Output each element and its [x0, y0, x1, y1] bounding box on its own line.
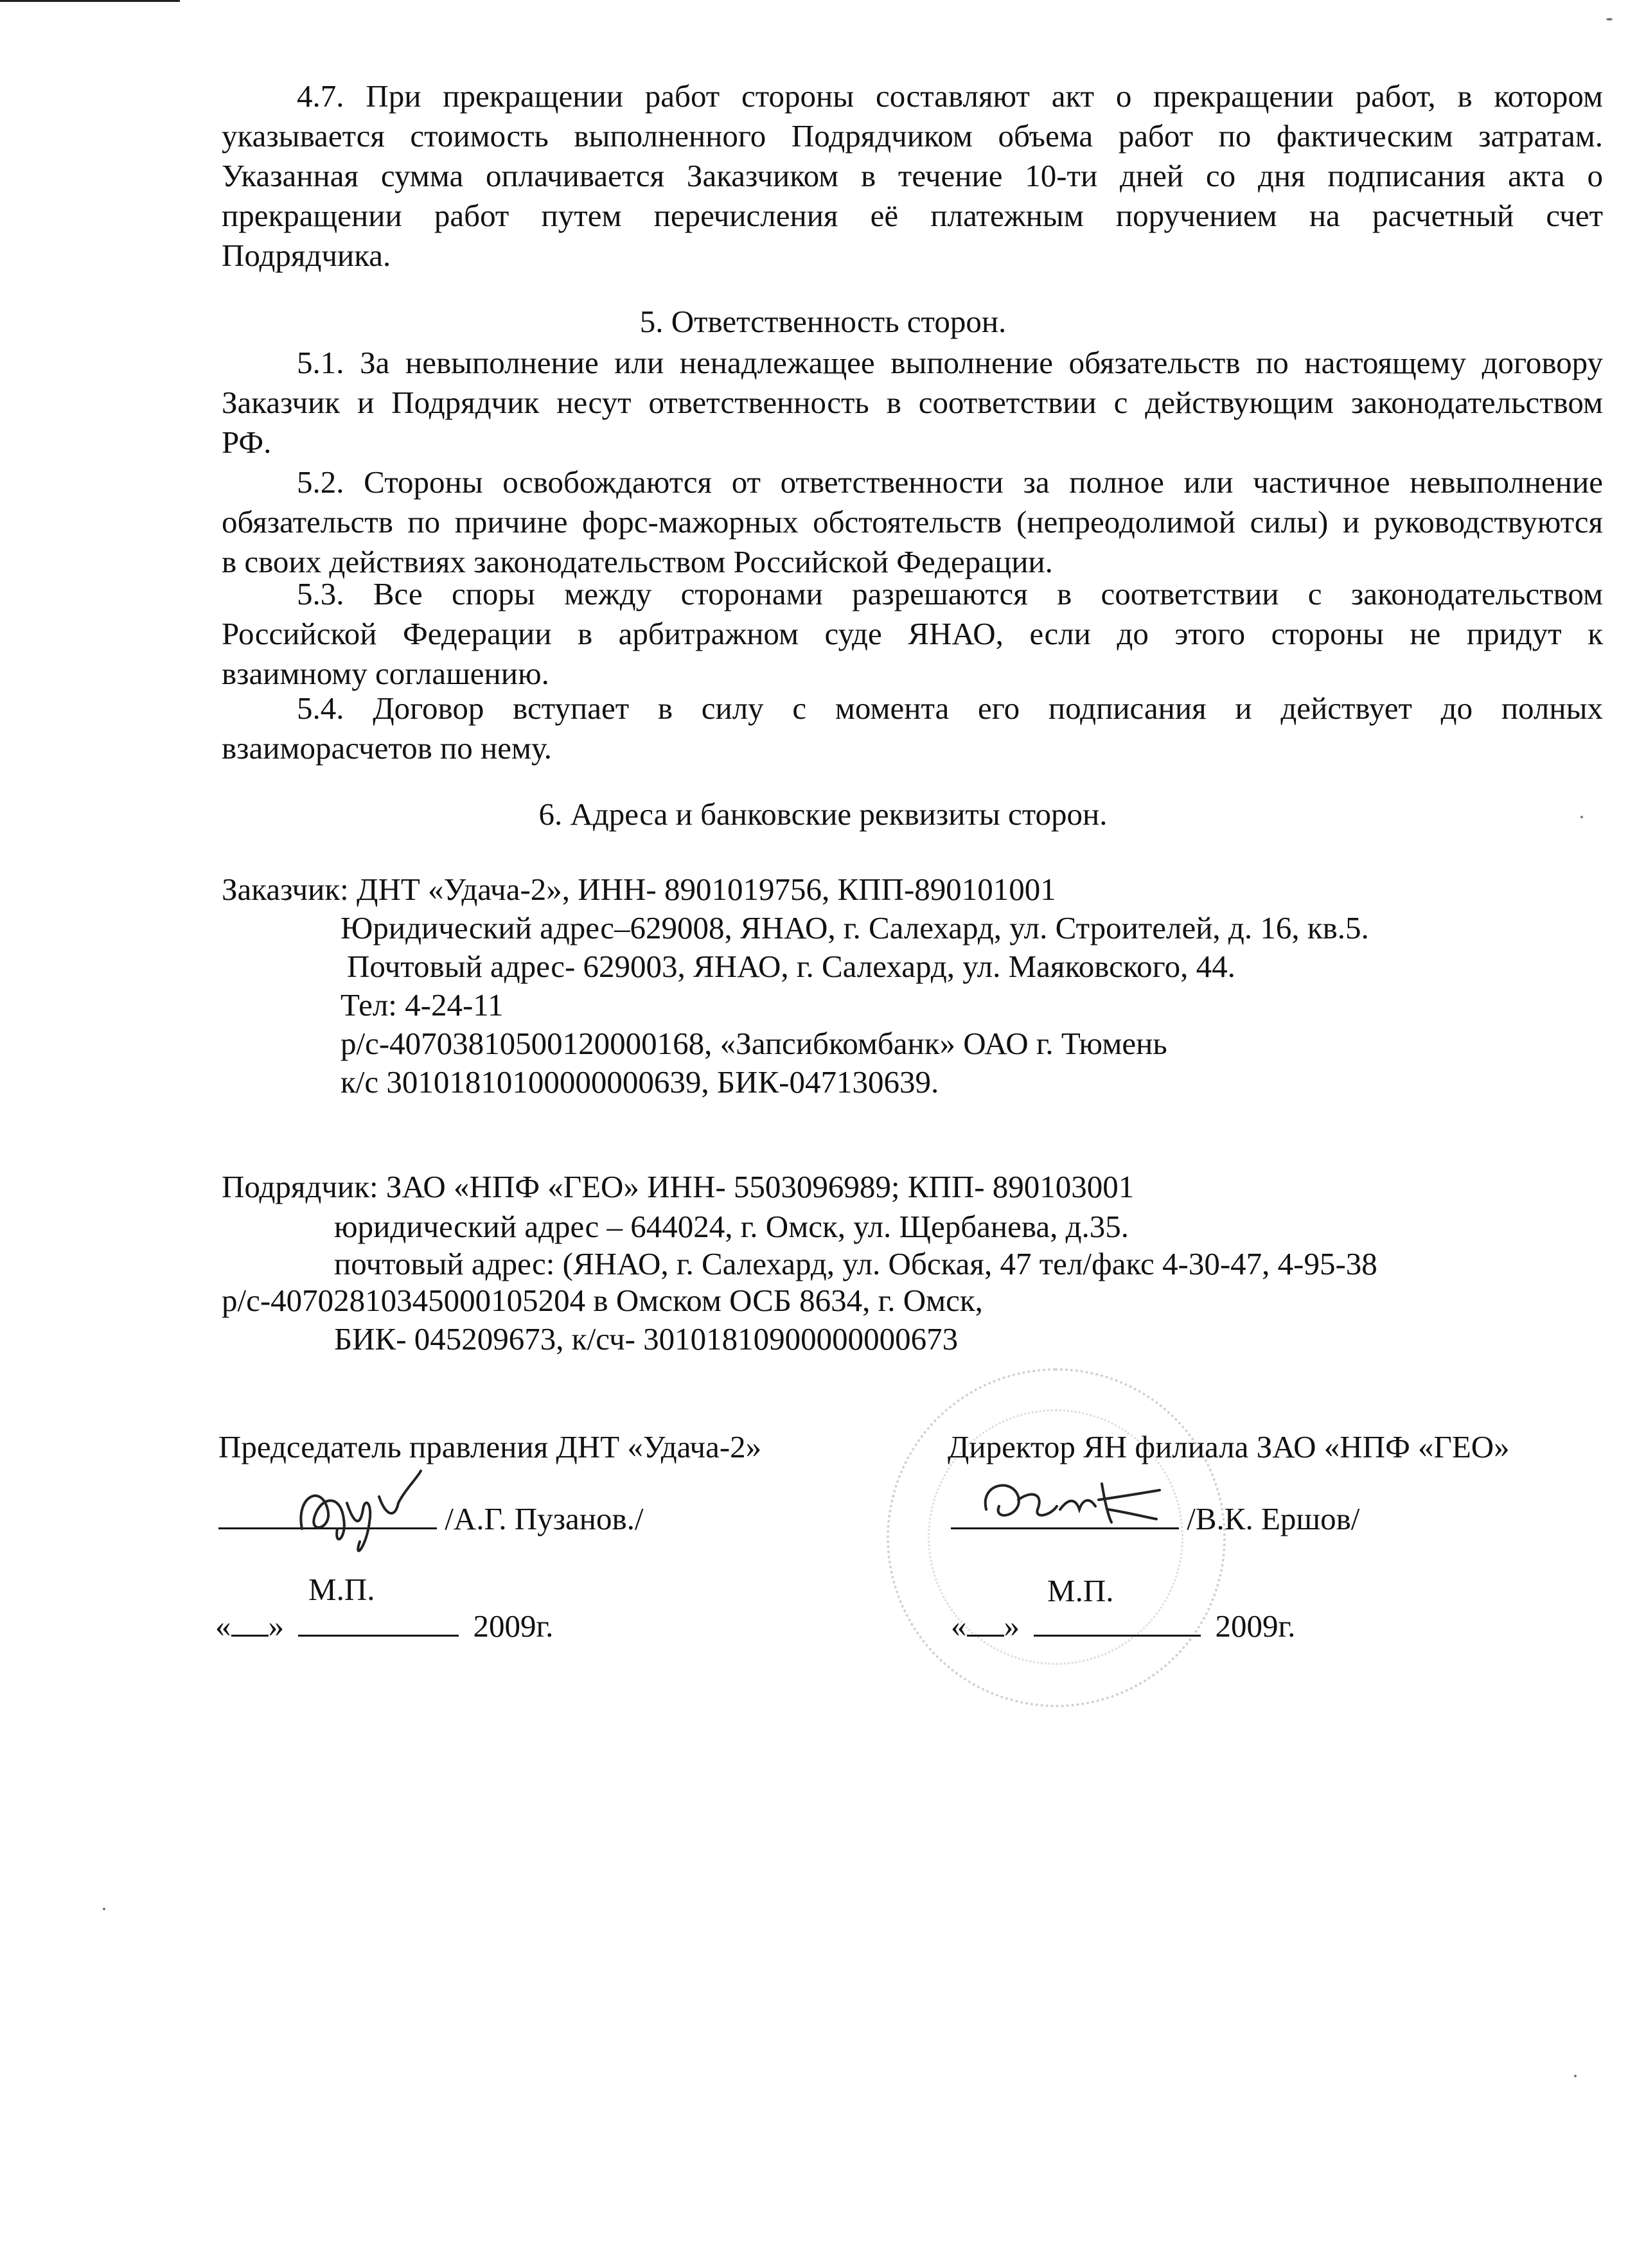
- customer-account: р/с-40703810500120000168, «Запсибкомбанк» ОАО г. Тюмень: [341, 1026, 1167, 1061]
- clause-5-1-line: РФ.: [222, 425, 272, 460]
- customer-corr-account: к/с 30101810100000000639, БИК-047130639.: [341, 1064, 939, 1100]
- left-seal-label: М.П.: [308, 1572, 375, 1607]
- contractor-account: р/с-40702810345000105204 в Омском ОСБ 8634, г. Омск,: [222, 1283, 983, 1318]
- clause-4-7-line: прекращении работ путем перечисления её платежным поручением на расчетный счет: [222, 198, 1603, 233]
- clause-5-3-line: Российской Федерации в арбитражном суде ЯНАО, если до этого стороны не придут к: [222, 616, 1603, 651]
- clause-5-4-line: взаиморасчетов по нему.: [222, 730, 552, 766]
- left-signatory-title: Председатель правления ДНТ «Удача-2»: [218, 1429, 762, 1464]
- customer-legal-address: Юридический адрес–629008, ЯНАО, г. Салехард, ул. Строителей, д. 16, кв.5.: [341, 910, 1369, 945]
- right-signatory-title: Директор ЯН филиала ЗАО «НПФ «ГЕО»: [948, 1429, 1510, 1464]
- right-date-year: 2009г.: [1215, 1608, 1296, 1644]
- right-handwritten-signature: [973, 1471, 1166, 1542]
- scan-speck: [1606, 18, 1613, 21]
- left-date-month-blank: [298, 1609, 459, 1637]
- right-date-month-blank: [1034, 1609, 1201, 1637]
- right-date-day-blank: [967, 1609, 1004, 1637]
- left-handwritten-signature: [283, 1458, 437, 1567]
- left-date-close-quote: »: [268, 1608, 284, 1644]
- customer-phone: Тел: 4-24-11: [341, 987, 504, 1023]
- scan-speck: [103, 1908, 105, 1910]
- left-date-open-quote: «: [215, 1608, 231, 1644]
- right-date-open-quote: «: [951, 1608, 967, 1644]
- right-signatory-name: /В.К. Ершов/: [1187, 1501, 1360, 1536]
- clause-4-7-line: Указанная сумма оплачивается Заказчиком в течение 10-ти дней со дня подписания акта о: [222, 158, 1603, 193]
- clause-5-2-line: обязательств по причине форс-мажорных обстоятельств (непреодолимой силы) и руководствуются: [222, 504, 1603, 540]
- customer-postal-address: Почтовый адрес- 629003, ЯНАО, г. Салехард, ул. Маяковского, 44.: [347, 949, 1235, 984]
- clause-4-7-line: указывается стоимость выполненного Подрядчиком объема работ по фактическим затратам.: [222, 118, 1603, 154]
- clause-5-4-line: 5.4. Договор вступает в силу с момента его подписания и действует до полных: [297, 690, 1603, 726]
- clause-5-1-line: 5.1. За невыполнение или ненадлежащее выполнение обязательств по настоящему договору: [297, 345, 1603, 380]
- scan-edge-line: [0, 0, 180, 2]
- left-date-row: [215, 1609, 553, 1642]
- left-date-day-blank: [231, 1609, 269, 1637]
- section-6-heading: 6. Адреса и банковские реквизиты сторон.: [538, 796, 1108, 832]
- clause-4-7-line: Подрядчика.: [222, 238, 391, 273]
- clause-5-3-line: 5.3. Все споры между сторонами разрешаются в соответствии с законодательством: [297, 576, 1603, 611]
- clause-5-1-line: Заказчик и Подрядчик несут ответственность в соответствии с действующим законодательством: [222, 385, 1603, 420]
- clause-4-7-line: 4.7. При прекращении работ стороны составляют акт о прекращении работ, в котором: [297, 78, 1603, 114]
- right-seal-label: М.П.: [1047, 1573, 1114, 1608]
- contractor-legal-address: юридический адрес – 644024, г. Омск, ул. Щербанева, д.35.: [334, 1209, 1129, 1244]
- right-date-close-quote: »: [1004, 1608, 1020, 1644]
- scan-speck: [1574, 2075, 1577, 2077]
- clause-5-3-line: взаимному соглашению.: [222, 656, 549, 691]
- clause-5-2-line: 5.2. Стороны освобождаются от ответственности за полное или частичное невыполнение: [297, 464, 1603, 500]
- contractor-bik: БИК- 045209673, к/сч- 30101810900000000673: [334, 1321, 959, 1357]
- right-date-row: [951, 1609, 1295, 1642]
- clause-5-2-line: в своих действиях законодательством Российской Федерации.: [222, 544, 1053, 579]
- left-date-year: 2009г.: [473, 1608, 554, 1644]
- customer-name: Заказчик: ДНТ «Удача-2», ИНН- 8901019756, КПП-890101001: [222, 872, 1056, 907]
- contractor-postal-address: почтовый адрес: (ЯНАО, г. Салехард, ул. Обская, 47 тел/факс 4-30-47, 4-95-38: [334, 1246, 1377, 1281]
- contractor-name: Подрядчик: ЗАО «НПФ «ГЕО» ИНН- 5503096989; КПП- 890103001: [222, 1169, 1135, 1204]
- left-signatory-name: /А.Г. Пузанов./: [445, 1501, 644, 1536]
- section-5-heading: 5. Ответственность сторон.: [639, 304, 1007, 339]
